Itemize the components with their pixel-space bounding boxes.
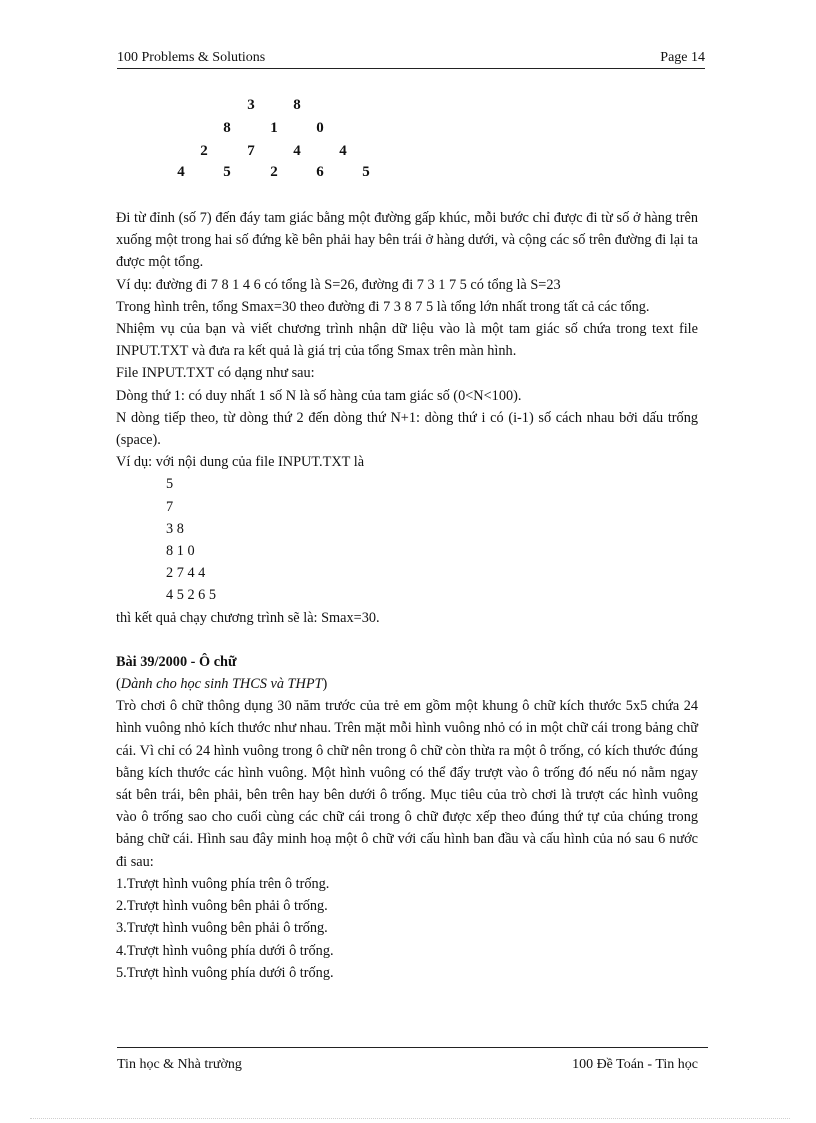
paragraph: Dòng thứ 1: có duy nhất 1 số N là số hàng của tam giác số (0<N<100).	[116, 387, 522, 404]
footer-right: 100 Đề Toán - Tin học	[572, 1057, 698, 1072]
step-item: 5.Trượt hình vuông phía dưới ô trống.	[116, 964, 334, 981]
triangle-number: 8	[293, 97, 301, 113]
paragraph: thì kết quả chạy chương trình sẽ là: Smax=30.	[116, 609, 380, 626]
triangle-number: 3	[247, 97, 255, 113]
problem-subtitle	[116, 673, 698, 695]
header-title: 100 Problems & Solutions	[117, 50, 266, 65]
paragraph: Trong hình trên, tổng Smax=30 theo đường đi 7 3 8 7 5 là tổng lớn nhất trong tất cả các tổng.	[116, 298, 650, 315]
example-line: 8 1 0	[166, 543, 195, 560]
footer-left: Tin học & Nhà trường	[117, 1057, 242, 1072]
paren-open: (	[116, 676, 121, 693]
paragraph: Nhiệm vụ của bạn và viết chương trình nhận dữ liệu vào là một tam giác số chứa trong text file INPUT.TXT và đưa ra kết quả là giá trị của tổng Smax trên màn hình.	[116, 321, 698, 360]
triangle-number: 2	[270, 164, 278, 180]
problem-body: Trò chơi ô chữ thông dụng 30 năm trước của trẻ em gồm một khung ô chữ kích thước 5x5 chứa 24 hình vuông nhỏ kích thước như nhau. Trên mặt mỗi hình vuông nhỏ có in một chữ cái trong bảng chữ cái. Vì chỉ có 24 hình vuông trong ô chữ nên trong ô chữ còn thừa ra một ô trống, có kích thước đúng bằng kích thước các hình vuông. Một hình vuông có thể đẩy trượt vào ô trống đó nếu nó nằm ngay sát bên trái, bên phải, bên trên hay bên dưới ô trống. Mục tiêu của trò chơi là trượt các hình vuông vào ô trống sao cho cuối cùng các chữ cái trong ô chữ được xếp theo đúng thứ tự của chúng trong bảng chữ cái. Hình sau đây minh hoạ một ô chữ với cấu hình ban đầu và cấu hình của nó sau 6 nước đi sau:	[116, 698, 698, 870]
triangle-number: 2	[200, 143, 208, 159]
page-edge-divider	[30, 1118, 790, 1119]
paragraph: Ví dụ: với nội dung của file INPUT.TXT là	[116, 454, 365, 471]
example-line: 7	[166, 498, 174, 515]
triangle-number: 7	[247, 143, 255, 159]
step-item: 2.Trượt hình vuông bên phải ô trống.	[116, 898, 328, 915]
step-item: 4.Trượt hình vuông phía dưới ô trống.	[116, 942, 334, 959]
triangle-number: 4	[293, 143, 301, 159]
paren-close: )	[322, 676, 328, 693]
subtitle-text: Dành cho học sinh THCS và THPT	[120, 676, 323, 693]
step-item: 1.Trượt hình vuông phía trên ô trống.	[116, 875, 330, 892]
paragraph: Ví dụ: đường đi 7 8 1 4 6 có tổng là S=26, đường đi 7 3 1 7 5 có tổng là S=23	[116, 276, 561, 293]
problem-title: Bài 39/2000 - Ô chữ	[116, 653, 237, 670]
footer-divider	[117, 1047, 708, 1048]
document-body	[116, 207, 698, 984]
triangle-number: 0	[316, 120, 324, 136]
triangle-number: 5	[362, 164, 370, 180]
triangle-number: 6	[316, 164, 324, 180]
page-header	[117, 50, 705, 69]
triangle-number: 4	[339, 143, 347, 159]
triangle-number: 5	[223, 164, 231, 180]
example-line: 5	[166, 476, 174, 493]
header-page-number: Page 14	[660, 50, 705, 65]
triangle-number: 1	[270, 120, 278, 136]
paragraph: File INPUT.TXT có dạng như sau:	[116, 365, 315, 382]
triangle-number: 8	[223, 120, 231, 136]
example-line: 4 5 2 6 5	[166, 587, 217, 604]
paragraph: N dòng tiếp theo, từ dòng thứ 2 đến dòng thứ N+1: dòng thứ i có (i-1) số cách nhau bởi dấu trống (space).	[116, 409, 698, 449]
paragraph: Đi từ đỉnh (số 7) đến đáy tam giác bằng một đường gấp khúc, mỗi bước chỉ được đi từ số ở hàng trên xuống một trong hai số đứng kề bên phải hay bên trái ở hàng dưới, và cộng các số trên đường đi lại ta được một tổng.	[116, 210, 698, 271]
example-line: 2 7 4 4	[166, 565, 206, 582]
step-item: 3.Trượt hình vuông bên phải ô trống.	[116, 920, 328, 937]
page-footer	[117, 1057, 698, 1077]
example-line: 3 8	[166, 520, 184, 537]
triangle-number: 4	[177, 164, 185, 180]
